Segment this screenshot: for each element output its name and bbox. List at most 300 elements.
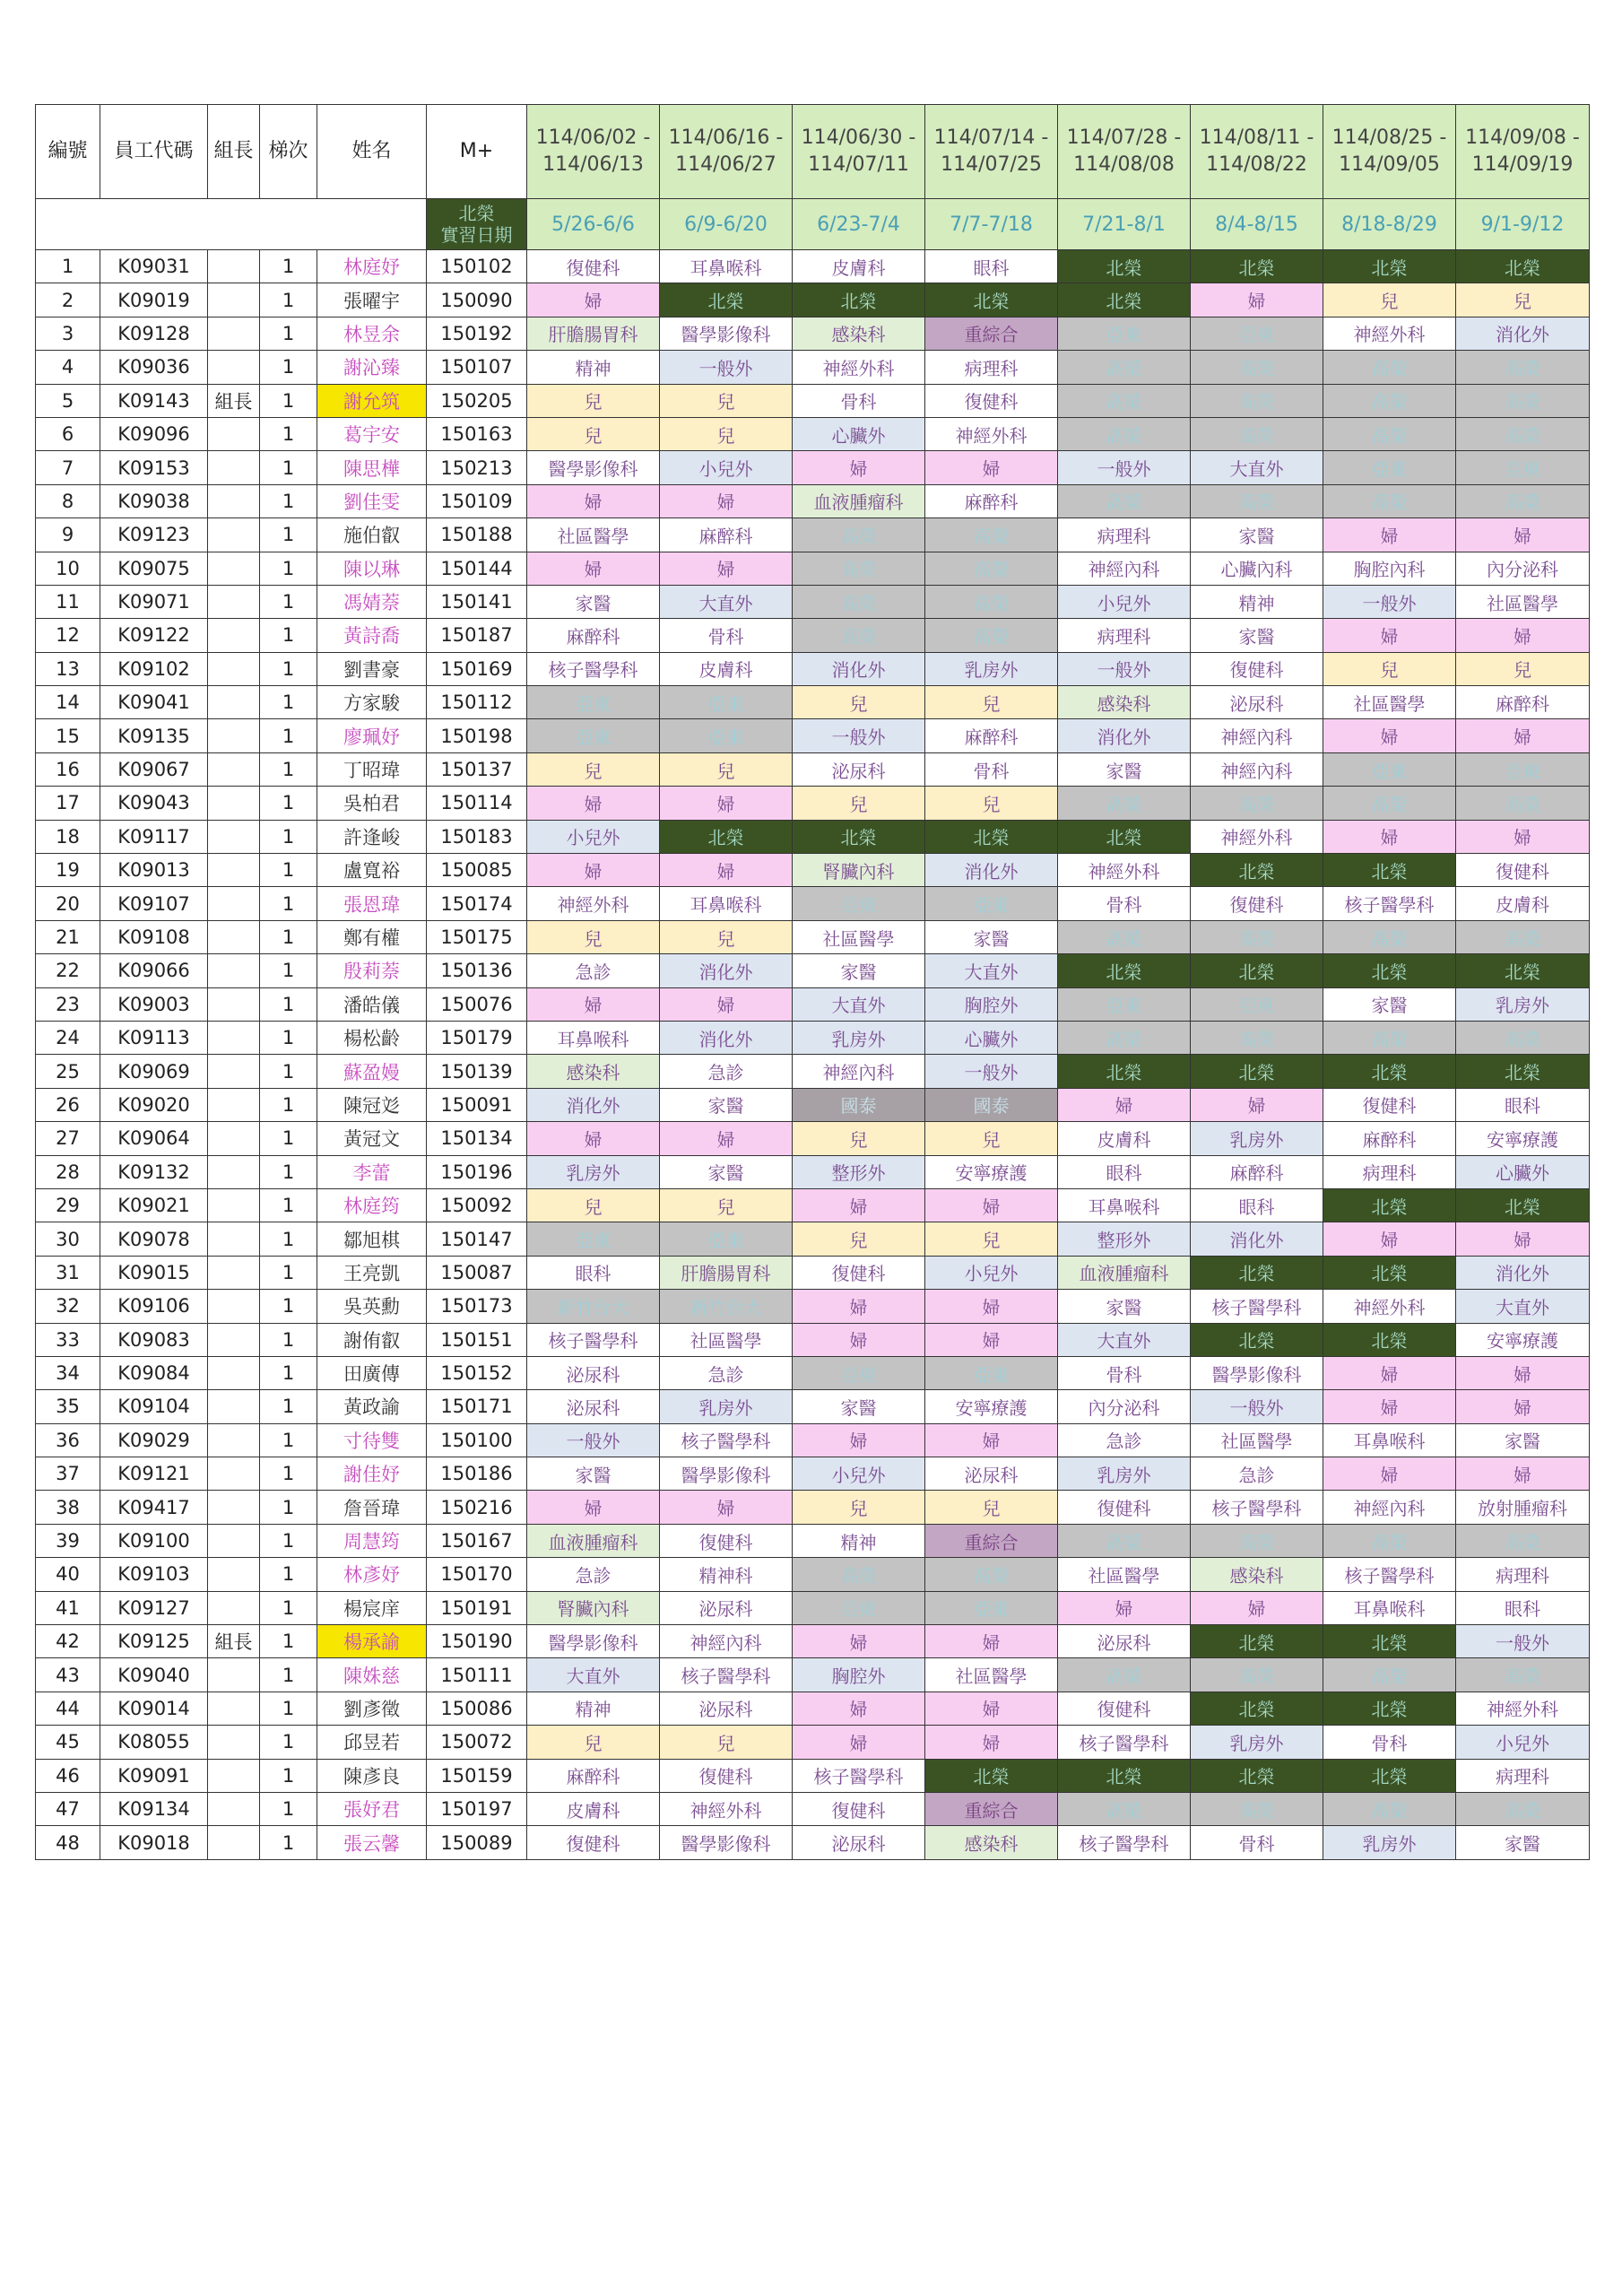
- assignment-cell: 亞東: [527, 719, 660, 752]
- mplus-code: 150092: [427, 1188, 527, 1222]
- assignment-cell: 急診: [660, 1055, 793, 1088]
- leader-flag: [208, 1021, 260, 1054]
- employee-id: K09069: [100, 1055, 208, 1088]
- leader-flag: [208, 1356, 260, 1389]
- assignment-cell: 復健科: [1456, 854, 1590, 887]
- assignment-cell: 骨科: [1323, 1726, 1456, 1759]
- student-name: 張恩瑋: [317, 887, 427, 920]
- assignment-cell: 安寧療護: [925, 1155, 1058, 1188]
- assignment-cell: 一般外: [925, 1055, 1058, 1088]
- assignment-cell: 家醫: [1058, 752, 1191, 786]
- assignment-cell: 乳房外: [925, 652, 1058, 685]
- mplus-code: 150089: [427, 1826, 527, 1859]
- mplus-code: 150196: [427, 1155, 527, 1188]
- table-row: [36, 585, 1590, 618]
- assignment-cell: 消化外: [1058, 719, 1191, 752]
- assignment-cell: 精神: [793, 1524, 925, 1557]
- assignment-cell: 胸腔內科: [1323, 552, 1456, 585]
- assignment-cell: 亞東: [1058, 317, 1191, 350]
- range-label-4: 7/7-7/18: [925, 199, 1058, 250]
- assignment-cell: 核子醫學科: [1323, 1558, 1456, 1591]
- assignment-cell: 核子醫學科: [1058, 1826, 1191, 1859]
- col-header-period-5: 114/07/28 - 114/08/08: [1058, 105, 1191, 199]
- employee-id: K09121: [100, 1457, 208, 1491]
- assignment-cell: 兒: [660, 417, 793, 450]
- assignment-cell: 病理科: [925, 351, 1058, 384]
- student-name: 王亮凱: [317, 1256, 427, 1289]
- assignment-cell: 兒: [925, 1122, 1058, 1155]
- assignment-cell: 婦: [660, 987, 793, 1021]
- table-row: [36, 1591, 1590, 1624]
- assignment-cell: 北榮: [1191, 854, 1323, 887]
- assignment-cell: 兒: [793, 1222, 925, 1256]
- leader-flag: [208, 1222, 260, 1256]
- assignment-cell: 北榮: [660, 283, 793, 317]
- assignment-cell: 麻醉科: [1191, 1155, 1323, 1188]
- assignment-cell: 高榮: [1456, 384, 1590, 417]
- assignment-cell: 亞東: [925, 887, 1058, 920]
- assignment-cell: 耳鼻喉科: [1058, 1188, 1191, 1222]
- subheader-row: [36, 199, 1590, 250]
- assignment-cell: 重綜合: [925, 1792, 1058, 1825]
- assignment-cell: 小兒外: [1456, 1726, 1590, 1759]
- assignment-cell: 消化外: [660, 954, 793, 987]
- assignment-cell: 內分泌科: [1456, 552, 1590, 585]
- leader-flag: 組長: [208, 384, 260, 417]
- assignment-cell: 復健科: [925, 384, 1058, 417]
- table-row: [36, 384, 1590, 417]
- batch-number: 1: [260, 283, 317, 317]
- mplus-code: 150197: [427, 1792, 527, 1825]
- mplus-code: 150159: [427, 1759, 527, 1792]
- assignment-cell: 北榮: [1456, 250, 1590, 283]
- col-header-emp-id: 員工代碼: [100, 105, 208, 199]
- leader-flag: [208, 484, 260, 517]
- assignment-cell: 高榮: [1323, 920, 1456, 953]
- employee-id: K09117: [100, 820, 208, 853]
- employee-id: K09036: [100, 351, 208, 384]
- assignment-cell: 重綜合: [925, 317, 1058, 350]
- assignment-cell: 皮膚科: [793, 250, 925, 283]
- assignment-cell: 腎臟內科: [793, 854, 925, 887]
- employee-id: K09128: [100, 317, 208, 350]
- assignment-cell: 高榮: [925, 518, 1058, 552]
- assignment-cell: 婦: [1456, 619, 1590, 652]
- leader-flag: [208, 283, 260, 317]
- mplus-code: 150090: [427, 283, 527, 317]
- student-name: 廖珮妤: [317, 719, 427, 752]
- employee-id: K09153: [100, 451, 208, 484]
- batch-number: 1: [260, 1591, 317, 1624]
- assignment-cell: 小兒外: [793, 1457, 925, 1491]
- row-number: 6: [36, 417, 100, 450]
- batch-number: 1: [260, 752, 317, 786]
- assignment-cell: 婦: [527, 484, 660, 517]
- assignment-cell: 心臟外: [793, 417, 925, 450]
- assignment-cell: 婦: [527, 987, 660, 1021]
- row-number: 27: [36, 1122, 100, 1155]
- assignment-cell: 亞東: [1323, 752, 1456, 786]
- assignment-cell: 亞東: [1191, 987, 1323, 1021]
- assignment-cell: 社區醫學: [925, 1658, 1058, 1692]
- assignment-cell: 大直外: [660, 585, 793, 618]
- assignment-cell: 一般外: [1191, 1390, 1323, 1423]
- table-row: [36, 1155, 1590, 1188]
- mplus-code: 150213: [427, 451, 527, 484]
- assignment-cell: 復健科: [1058, 1692, 1191, 1725]
- assignment-cell: 婦: [793, 1692, 925, 1725]
- assignment-cell: 婦: [793, 1625, 925, 1658]
- assignment-cell: 高榮: [1191, 384, 1323, 417]
- row-number: 46: [36, 1759, 100, 1792]
- assignment-cell: 小兒外: [660, 451, 793, 484]
- assignment-cell: 一般外: [527, 1423, 660, 1457]
- assignment-cell: 婦: [1323, 1356, 1456, 1389]
- batch-number: 1: [260, 719, 317, 752]
- assignment-cell: 高榮: [793, 1558, 925, 1591]
- table-row: [36, 1658, 1590, 1692]
- assignment-cell: 乳房外: [793, 1021, 925, 1054]
- assignment-cell: 家醫: [527, 585, 660, 618]
- assignment-cell: 泌尿科: [1058, 1625, 1191, 1658]
- assignment-cell: 神經外科: [925, 417, 1058, 450]
- assignment-cell: 病理科: [1058, 619, 1191, 652]
- assignment-cell: 亞東: [1456, 752, 1590, 786]
- assignment-cell: 感染科: [925, 1826, 1058, 1859]
- table-row: [36, 1692, 1590, 1725]
- assignment-cell: 亞東: [1058, 987, 1191, 1021]
- table-row: [36, 1826, 1590, 1859]
- table-row: [36, 652, 1590, 685]
- employee-id: K09106: [100, 1290, 208, 1323]
- student-name: 施伯叡: [317, 518, 427, 552]
- mplus-code: 150109: [427, 484, 527, 517]
- employee-id: K09122: [100, 619, 208, 652]
- batch-number: 1: [260, 619, 317, 652]
- leader-flag: [208, 1759, 260, 1792]
- student-name: 邱昱若: [317, 1726, 427, 1759]
- leader-flag: [208, 585, 260, 618]
- table-row: [36, 1222, 1590, 1256]
- employee-id: K09134: [100, 1792, 208, 1825]
- assignment-cell: 高榮: [1323, 1792, 1456, 1825]
- batch-number: 1: [260, 854, 317, 887]
- assignment-cell: 北榮: [1058, 954, 1191, 987]
- row-number: 20: [36, 887, 100, 920]
- assignment-cell: 北榮: [1058, 283, 1191, 317]
- assignment-cell: 眼科: [1456, 1591, 1590, 1624]
- assignment-cell: 北榮: [1191, 1055, 1323, 1088]
- assignment-cell: 兒: [527, 920, 660, 953]
- assignment-cell: 兒: [527, 384, 660, 417]
- mplus-code: 150190: [427, 1625, 527, 1658]
- batch-number: 1: [260, 1759, 317, 1792]
- assignment-cell: 骨科: [1058, 1356, 1191, 1389]
- leader-flag: [208, 351, 260, 384]
- batch-number: 1: [260, 1323, 317, 1356]
- employee-id: K09127: [100, 1591, 208, 1624]
- employee-id: K09100: [100, 1524, 208, 1557]
- assignment-cell: 一般外: [1058, 451, 1191, 484]
- table-row: [36, 250, 1590, 283]
- employee-id: K09104: [100, 1390, 208, 1423]
- assignment-cell: 高榮: [925, 585, 1058, 618]
- col-header-period-7: 114/08/25 - 114/09/05: [1323, 105, 1456, 199]
- assignment-cell: 家醫: [1058, 1290, 1191, 1323]
- assignment-cell: 婦: [925, 1323, 1058, 1356]
- assignment-cell: 兒: [527, 1726, 660, 1759]
- assignment-cell: 高榮: [1456, 1792, 1590, 1825]
- col-header-mplus: M+: [427, 105, 527, 199]
- student-name: 陳彥良: [317, 1759, 427, 1792]
- assignment-cell: 家醫: [1191, 619, 1323, 652]
- assignment-cell: 神經外科: [1323, 1290, 1456, 1323]
- row-number: 34: [36, 1356, 100, 1389]
- assignment-cell: 急診: [1058, 1423, 1191, 1457]
- student-name: 李蕾: [317, 1155, 427, 1188]
- assignment-cell: 北榮: [1191, 250, 1323, 283]
- leader-flag: [208, 250, 260, 283]
- assignment-cell: 婦: [1323, 619, 1456, 652]
- assignment-cell: 復健科: [660, 1759, 793, 1792]
- table-row: [36, 1122, 1590, 1155]
- assignment-cell: 婦: [793, 1290, 925, 1323]
- student-name: 鄒旭棋: [317, 1222, 427, 1256]
- leader-flag: [208, 451, 260, 484]
- mplus-code: 150087: [427, 1256, 527, 1289]
- table-row: [36, 317, 1590, 350]
- student-name: 楊宸庠: [317, 1591, 427, 1624]
- assignment-cell: 高榮: [1456, 920, 1590, 953]
- assignment-cell: 婦: [527, 283, 660, 317]
- assignment-cell: 高榮: [1191, 1524, 1323, 1557]
- assignment-cell: 高榮: [1058, 1021, 1191, 1054]
- batch-number: 1: [260, 351, 317, 384]
- assignment-cell: 北榮: [793, 820, 925, 853]
- assignment-cell: 兒: [660, 1188, 793, 1222]
- row-number: 42: [36, 1625, 100, 1658]
- assignment-cell: 亞東: [793, 1356, 925, 1389]
- assignment-cell: 高榮: [1456, 417, 1590, 450]
- assignment-cell: 整形外: [1058, 1222, 1191, 1256]
- assignment-cell: 婦: [793, 1726, 925, 1759]
- assignment-cell: 家醫: [793, 954, 925, 987]
- assignment-cell: 復健科: [793, 1792, 925, 1825]
- assignment-cell: 兒: [793, 686, 925, 719]
- assignment-cell: 小兒外: [527, 820, 660, 853]
- student-name: 盧寬裕: [317, 854, 427, 887]
- assignment-cell: 北榮: [1058, 820, 1191, 853]
- assignment-cell: 神經外科: [1456, 1692, 1590, 1725]
- assignment-cell: 兒: [660, 1726, 793, 1759]
- table-row: [36, 1323, 1590, 1356]
- assignment-cell: 一般外: [1323, 585, 1456, 618]
- assignment-cell: 一般外: [1456, 1625, 1590, 1658]
- leader-flag: [208, 1792, 260, 1825]
- mplus-code: 150085: [427, 854, 527, 887]
- assignment-cell: 婦: [1323, 820, 1456, 853]
- assignment-cell: 北榮: [793, 283, 925, 317]
- table-row: [36, 1491, 1590, 1524]
- leader-flag: [208, 1055, 260, 1088]
- batch-number: 1: [260, 954, 317, 987]
- assignment-cell: 亞東: [1323, 451, 1456, 484]
- assignment-cell: 乳房外: [1058, 1457, 1191, 1491]
- mplus-code: 150151: [427, 1323, 527, 1356]
- assignment-cell: 消化外: [1456, 317, 1590, 350]
- mplus-code: 150174: [427, 887, 527, 920]
- table-row: [36, 954, 1590, 987]
- assignment-cell: 北榮: [1456, 1055, 1590, 1088]
- assignment-cell: 肝膽腸胃科: [527, 317, 660, 350]
- mplus-code: 150192: [427, 317, 527, 350]
- assignment-cell: 社區醫學: [527, 518, 660, 552]
- leader-flag: 組長: [208, 1625, 260, 1658]
- student-name: 張妤君: [317, 1792, 427, 1825]
- employee-id: K09084: [100, 1356, 208, 1389]
- assignment-cell: 核子醫學科: [660, 1658, 793, 1692]
- assignment-cell: 亞東: [1456, 451, 1590, 484]
- assignment-cell: 血液腫瘤科: [793, 484, 925, 517]
- batch-number: 1: [260, 451, 317, 484]
- leader-flag: [208, 1323, 260, 1356]
- row-number: 13: [36, 652, 100, 685]
- assignment-cell: 復健科: [660, 1524, 793, 1557]
- assignment-cell: 泌尿科: [527, 1356, 660, 1389]
- assignment-cell: 醫學影像科: [660, 1457, 793, 1491]
- batch-number: 1: [260, 1290, 317, 1323]
- assignment-cell: 婦: [527, 1491, 660, 1524]
- employee-id: K09067: [100, 752, 208, 786]
- assignment-cell: 神經外科: [1058, 854, 1191, 887]
- mplus-code: 150139: [427, 1055, 527, 1088]
- assignment-cell: 兒: [660, 920, 793, 953]
- assignment-cell: 皮膚科: [527, 1792, 660, 1825]
- assignment-cell: 社區醫學: [793, 920, 925, 953]
- assignment-cell: 高榮: [1456, 787, 1590, 820]
- assignment-cell: 安寧療護: [925, 1390, 1058, 1423]
- col-header-leader: 組長: [208, 105, 260, 199]
- assignment-cell: 高榮: [1456, 484, 1590, 517]
- assignment-cell: 神經內科: [793, 1055, 925, 1088]
- assignment-cell: 婦: [527, 1122, 660, 1155]
- batch-number: 1: [260, 1188, 317, 1222]
- assignment-cell: 耳鼻喉科: [1323, 1591, 1456, 1624]
- mplus-code: 150187: [427, 619, 527, 652]
- assignment-cell: 復健科: [527, 250, 660, 283]
- col-header-period-3: 114/06/30 - 114/07/11: [793, 105, 925, 199]
- leader-flag: [208, 1290, 260, 1323]
- assignment-cell: 兒: [1456, 283, 1590, 317]
- table-row: [36, 1290, 1590, 1323]
- assignment-cell: 北榮: [1323, 1055, 1456, 1088]
- table-row: [36, 1457, 1590, 1491]
- employee-id: K09113: [100, 1021, 208, 1054]
- assignment-cell: 神經內科: [1191, 752, 1323, 786]
- employee-id: K09064: [100, 1122, 208, 1155]
- assignment-cell: 核子醫學科: [527, 652, 660, 685]
- assignment-cell: 婦: [1323, 1390, 1456, 1423]
- student-name: 陳思樺: [317, 451, 427, 484]
- table-row: [36, 1188, 1590, 1222]
- mplus-code: 150170: [427, 1558, 527, 1591]
- col-header-period-4: 114/07/14 - 114/07/25: [925, 105, 1058, 199]
- table-row: [36, 417, 1590, 450]
- employee-id: K09014: [100, 1692, 208, 1725]
- employee-id: K09043: [100, 787, 208, 820]
- employee-id: K09096: [100, 417, 208, 450]
- assignment-cell: 高榮: [1058, 417, 1191, 450]
- student-name: 楊松齡: [317, 1021, 427, 1054]
- assignment-cell: 核子醫學科: [1323, 887, 1456, 920]
- employee-id: K09003: [100, 987, 208, 1021]
- assignment-cell: 復健科: [793, 1256, 925, 1289]
- assignment-cell: 北榮: [1323, 854, 1456, 887]
- batch-number: 1: [260, 384, 317, 417]
- assignment-cell: 兒: [925, 1491, 1058, 1524]
- assignment-cell: 高榮: [1456, 1524, 1590, 1557]
- row-number: 47: [36, 1792, 100, 1825]
- assignment-cell: 血液腫瘤科: [527, 1524, 660, 1557]
- assignment-cell: 神經內科: [1191, 719, 1323, 752]
- assignment-cell: 核子醫學科: [660, 1423, 793, 1457]
- assignment-cell: 內分泌科: [1058, 1390, 1191, 1423]
- assignment-cell: 麻醉科: [527, 1759, 660, 1792]
- row-number: 4: [36, 351, 100, 384]
- assignment-cell: 北榮: [1058, 250, 1191, 283]
- assignment-cell: 神經外科: [1323, 317, 1456, 350]
- assignment-cell: 北榮: [1191, 954, 1323, 987]
- mplus-code: 150091: [427, 1088, 527, 1121]
- leader-flag: [208, 417, 260, 450]
- assignment-cell: 乳房外: [660, 1390, 793, 1423]
- assignment-cell: 婦: [925, 1290, 1058, 1323]
- assignment-cell: 眼科: [925, 250, 1058, 283]
- row-number: 10: [36, 552, 100, 585]
- assignment-cell: 家醫: [1456, 1826, 1590, 1859]
- mplus-code: 150198: [427, 719, 527, 752]
- table-row: [36, 484, 1590, 517]
- leader-flag: [208, 920, 260, 953]
- col-header-no: 編號: [36, 105, 100, 199]
- student-name: 詹晉瑋: [317, 1491, 427, 1524]
- table-row: [36, 820, 1590, 853]
- assignment-cell: 亞東: [660, 719, 793, 752]
- leader-flag: [208, 619, 260, 652]
- batch-number: 1: [260, 1792, 317, 1825]
- batch-number: 1: [260, 1356, 317, 1389]
- assignment-cell: 感染科: [1191, 1558, 1323, 1591]
- assignment-cell: 高榮: [925, 619, 1058, 652]
- table-row: [36, 619, 1590, 652]
- assignment-cell: 婦: [1456, 820, 1590, 853]
- assignment-cell: 神經內科: [1058, 552, 1191, 585]
- assignment-cell: 婦: [1456, 1457, 1590, 1491]
- student-name: 林庭筠: [317, 1188, 427, 1222]
- mplus-code: 150216: [427, 1491, 527, 1524]
- assignment-cell: 婦: [1323, 1457, 1456, 1491]
- assignment-cell: 亞東: [660, 686, 793, 719]
- batch-number: 1: [260, 1021, 317, 1054]
- assignment-cell: 泌尿科: [793, 752, 925, 786]
- assignment-cell: 麻醉科: [527, 619, 660, 652]
- row-number: 7: [36, 451, 100, 484]
- assignment-cell: 高榮: [1323, 1658, 1456, 1692]
- assignment-cell: 北榮: [1323, 1625, 1456, 1658]
- table-row: [36, 1256, 1590, 1289]
- mplus-code: 150173: [427, 1290, 527, 1323]
- mplus-code: 150147: [427, 1222, 527, 1256]
